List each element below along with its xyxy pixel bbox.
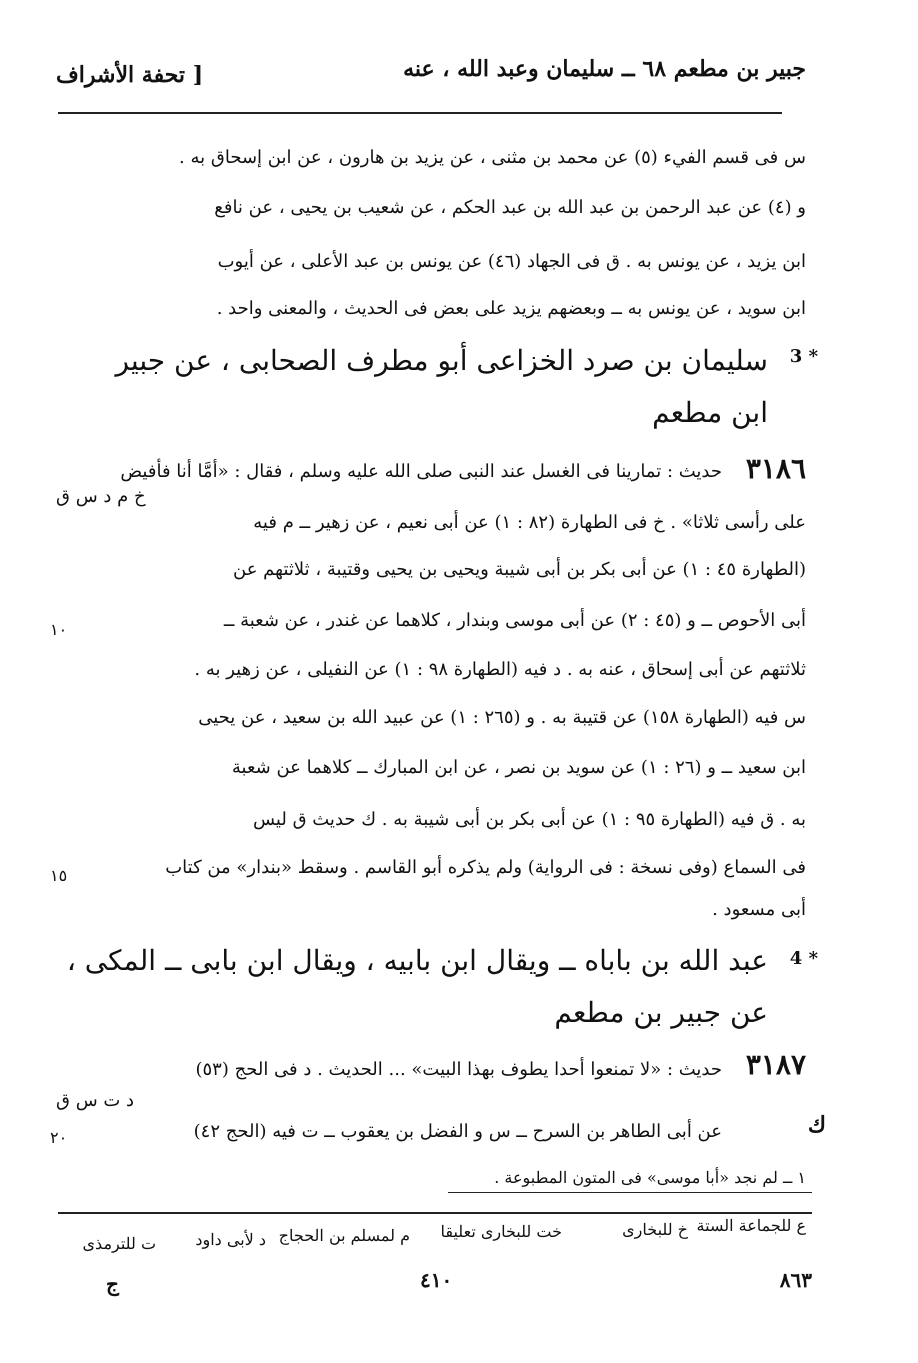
text-line: به . ق فيه (الطهارة ٩٥ : ١) عن أبى بكر بن أبى شيبة به . ك حديث ق ليس [252, 809, 806, 830]
entry-title-cont: عن جبير بن مطعم [554, 996, 768, 1029]
text-line: ابن سويد ، عن يونس به ــ وبعضهم يزيد على بعض فى الحديث ، والمعنى واحد . [216, 298, 806, 319]
entry-marker: 3 * [789, 346, 818, 367]
entry-title: سليمان بن صرد الخزاعى أبو مطرف الصحابى ، عن جبير [115, 344, 768, 377]
k-mark: ك [807, 1112, 826, 1138]
sigla: خ م د س ق [56, 486, 146, 507]
legend-item: خت للبخارى تعليقا [440, 1222, 562, 1241]
running-title: جبير بن مطعم ٦٨ ــ سليمان وعبد الله ، عنه [403, 56, 806, 82]
text-line: أبى الأحوص ــ و (٤٥ : ٢) عن أبى موسى وبندار ، كلاهما عن غندر ، عن شعبة ــ [223, 610, 806, 631]
text-line: أبى مسعود . [712, 899, 806, 920]
text-line: ثلاثتهم عن أبى إسحاق ، عنه به . د فيه (الطهارة ٩٨ : ١) عن النفيلى ، عن زهير به . [194, 659, 806, 680]
entry-marker: 4 * [789, 948, 818, 969]
header-rule [58, 112, 782, 114]
text-line: عن أبى الطاهر بن السرح ــ س و الفضل بن يعقوب ــ ت فيه (الحج ٤٢) [193, 1121, 722, 1142]
text-line: فى السماع (وفى نسخة : فى الرواية) ولم يذكره أبو القاسم . وسقط «بندار» من كتاب [165, 857, 806, 878]
entry-title-cont: ابن مطعم [652, 396, 768, 429]
legend-item: خ للبخارى [622, 1220, 688, 1239]
text-line: س فيه (الطهارة ١٥٨) عن قتيبة به . و (٢٦٥ : ١) عن عبيد الله بن سعيد ، عن يحيى [198, 707, 806, 728]
hadith-number: ٣١٨٦ [745, 452, 806, 485]
margin-line-number: ٢٠ [50, 1128, 68, 1147]
text-line: س فى قسم الفيء (٥) عن محمد بن مثنى ، عن يزيد بن هارون ، عن ابن إسحاق به . [179, 147, 806, 168]
hadith-number: ٣١٨٧ [745, 1048, 806, 1081]
text-line: و (٤) عن عبد الرحمن بن عبد الله بن عبد الحكم ، عن شعيب بن يحيى ، عن نافع [214, 197, 806, 218]
text-line: (الطهارة ٤٥ : ١) عن أبى بكر بن أبى شيبة ويحيى بن يحيى وقتيبة ، ثلاثتهم عن [233, 559, 806, 580]
text-line: على رأسى ثلاثا» . خ فى الطهارة (٨٢ : ١) عن أبى نعيم ، عن زهير ــ م فيه [253, 512, 806, 533]
legend-item: ت للترمذى [82, 1234, 156, 1253]
page-number-left: ج [106, 1272, 119, 1296]
margin-line-number: ١٠ [50, 620, 68, 639]
footnote-rule [448, 1192, 812, 1193]
text-line: حديث : تمارينا فى الغسل عند النبى صلى الله عليه وسلم ، فقال : «أمَّا أنا فأفيض [120, 461, 722, 482]
legend-rule [58, 1212, 812, 1214]
page-number-right: ٨٦٣ [779, 1268, 812, 1292]
legend-item: م لمسلم بن الحجاج [278, 1226, 410, 1245]
margin-line-number: ١٥ [50, 866, 68, 885]
text-line: ابن يزيد ، عن يونس به . ق فى الجهاد (٤٦) عن يونس بن عبد الأعلى ، عن أيوب [217, 251, 806, 272]
legend-item: ع للجماعة الستة [696, 1216, 806, 1235]
book-title: [ تحفة الأشراف [56, 62, 204, 88]
legend-item: د لأبى داود [195, 1230, 266, 1249]
sigla: د ت س ق [56, 1090, 135, 1111]
text-line: حديث : «لا تمنعوا أحدا يطوف بهذا البيت» ... الحديث . د فى الحج (٥٣) [195, 1059, 722, 1080]
footnote: ١ ــ لم نجد «أبا موسى» فى المتون المطبوعة . [494, 1168, 806, 1187]
entry-title: عبد الله بن باباه ــ ويقال ابن بابيه ، ويقال ابن بابى ــ المكى ، [66, 944, 768, 977]
page-number-center: ٤١٠ [420, 1268, 453, 1292]
text-line: ابن سعيد ــ و (٢٦ : ١) عن سويد بن نصر ، عن ابن المبارك ــ كلاهما عن شعبة [231, 757, 806, 778]
